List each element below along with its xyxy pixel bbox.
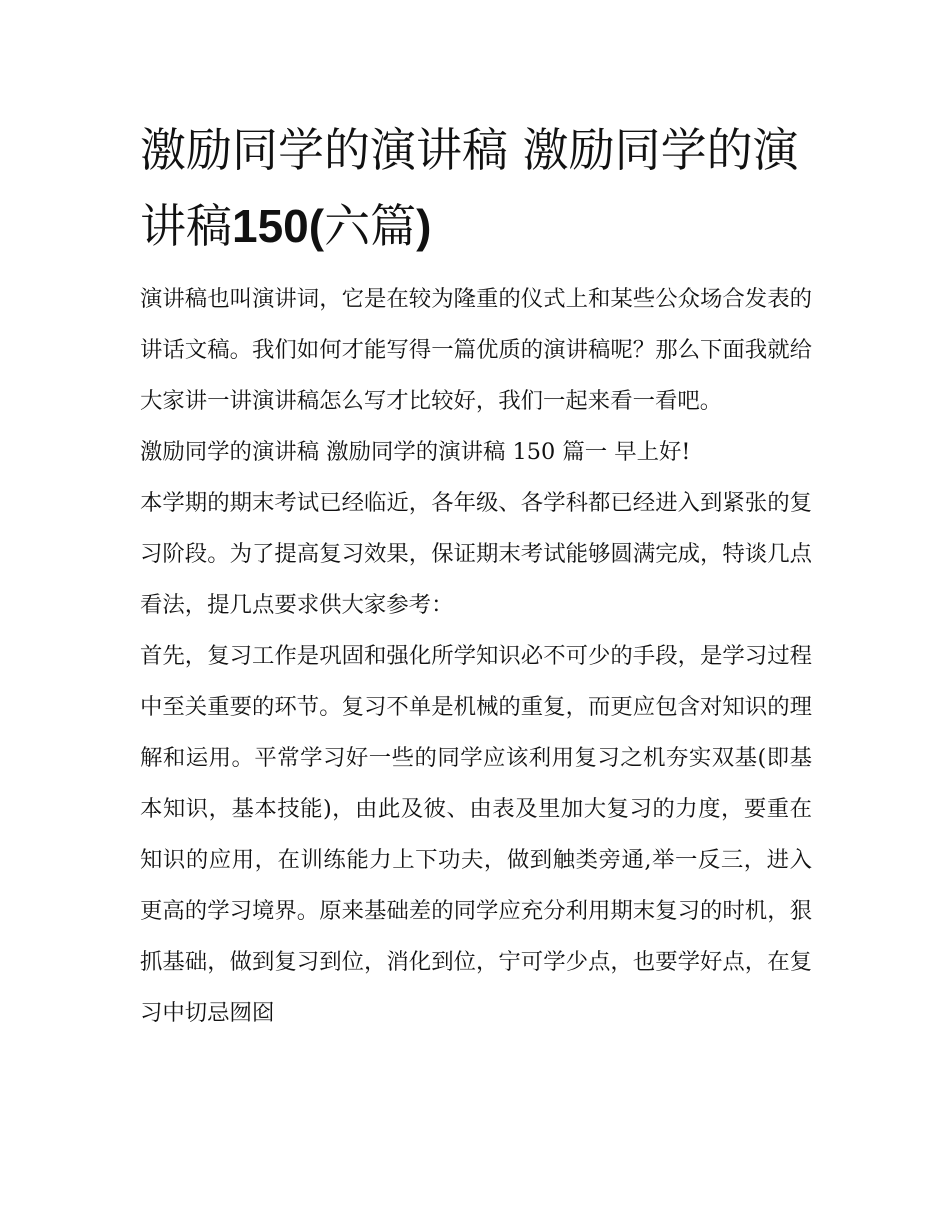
title-text-part1: 激励同学的演讲稿 激励同学的演讲稿 bbox=[140, 123, 799, 253]
document-page bbox=[140, 112, 812, 1039]
section-heading: 激励同学的演讲稿 激励同学的演讲稿 150 篇一 早上好! bbox=[140, 439, 691, 465]
body-paragraph: 首先，复习工作是巩固和强化所学知识必不可少的手段，是学习过程中至关重要的环节。复习不单是机械的重复，而更应包含对知识的理解和运用。平常学习好一些的同学应该利用复习之机夯实双基(即基本知识，基本技能)，由此及彼、由表及里加大复习的力度，要重在知识的应用，在训练能力上下功夫，做到触类旁通,举一反三，进入更高的学习境界。原来基础差的同学应充分利用期末复习的时机，狠抓基础，做到复习到位，消化到位，宁可学少点，也要学好点，在复习中切忌囫囵 bbox=[140, 643, 812, 1026]
title-close-paren: ) bbox=[416, 200, 432, 252]
body-paragraph: 本学期的期末考试已经临近，各年级、各学科都已经进入到紧张的复习阶段。为了提高复习效果，保证期末考试能够圆满完成，特谈几点看法，提几点要求供大家参考： bbox=[140, 490, 812, 618]
title-number: 150( bbox=[232, 200, 325, 252]
document-title bbox=[140, 112, 812, 264]
title-text-part2: 六篇 bbox=[324, 199, 417, 253]
document-body bbox=[140, 274, 812, 1039]
intro-paragraph: 演讲稿也叫演讲词，它是在较为隆重的仪式上和某些公众场合发表的讲话文稿。我们如何才能写得一篇优质的演讲稿呢？那么下面我就给大家讲一讲演讲稿怎么写才比较好，我们一起来看一看吧。 bbox=[140, 286, 812, 414]
